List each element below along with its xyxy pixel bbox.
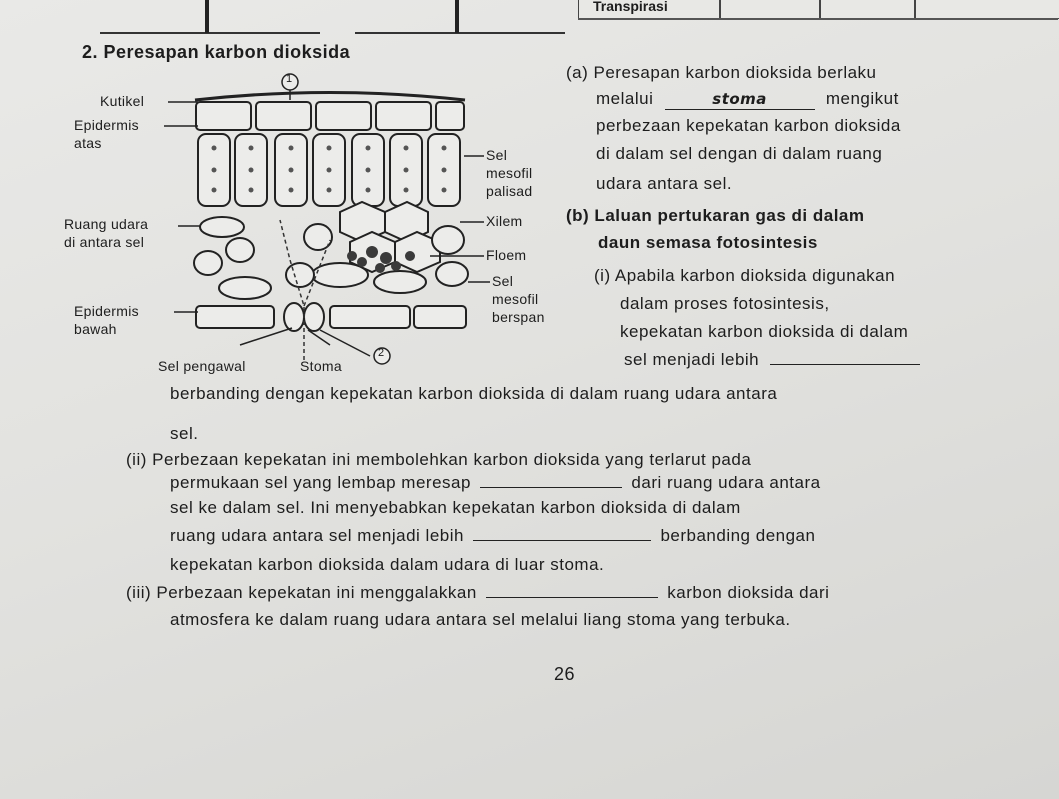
- top-tick-1: [205, 0, 209, 33]
- page-number: 26: [554, 664, 576, 684]
- part-a-line2-post: mengikut: [825, 89, 899, 108]
- header-table: [578, 0, 1059, 19]
- label-ruang-udara-2: di antara sel: [64, 234, 145, 250]
- part-i-line2: dalam proses fotosintesis,: [620, 294, 830, 313]
- label-epidermis-atas-2: atas: [74, 135, 102, 151]
- part-b-line2: daun semasa fotosintesis: [598, 233, 818, 252]
- answer-blank-a[interactable]: [665, 89, 815, 110]
- label-xilem: Xilem: [486, 213, 523, 229]
- leaf-cross-section-diagram: [0, 60, 580, 380]
- part-ii-line2-pre: permukaan sel yang lembap meresap: [170, 473, 471, 492]
- label-epidermis-atas: Epidermis: [74, 117, 139, 133]
- top-rule-left: [100, 32, 320, 34]
- label-sel-berspan-2: mesofil: [492, 291, 539, 307]
- part-a-line1: (a) Peresapan karbon dioksida berlaku: [566, 63, 877, 82]
- part-a-line2: [596, 89, 899, 110]
- marker-2: 2: [378, 347, 385, 359]
- part-iii-line1: [126, 583, 829, 603]
- marker-1: 1: [286, 73, 293, 85]
- part-ii-line4-post: berbanding dengan: [660, 526, 816, 545]
- part-ii-line2-post: dari ruang udara antara: [631, 473, 821, 492]
- section-title: 2. Peresapan karbon dioksida: [82, 42, 351, 62]
- label-sel-pengawal: Sel pengawal: [158, 358, 246, 374]
- part-i-line4: [624, 350, 920, 370]
- part-i-line4-text: sel menjadi lebih: [624, 350, 760, 369]
- label-epidermis-bawah: Epidermis: [74, 303, 139, 319]
- label-sel-palisad-3: palisad: [486, 183, 533, 199]
- label-ruang-udara: Ruang udara: [64, 216, 149, 232]
- part-ii-line4: [170, 526, 815, 546]
- part-b-line1: (b) Laluan pertukaran gas di dalam: [566, 206, 865, 225]
- part-ii-line3: sel ke dalam sel. Ini menyebabkan kepekatan karbon dioksida di dalam: [170, 498, 741, 517]
- part-ii-line4-pre: ruang udara antara sel menjadi lebih: [170, 526, 464, 545]
- part-ii-line5: kepekatan karbon dioksida dalam udara di luar stoma.: [170, 555, 605, 574]
- part-iii-line1-pre: (iii) Perbezaan kepekatan ini menggalakkan: [126, 583, 477, 602]
- part-a-line2-pre: melalui: [596, 89, 654, 108]
- part-i-line3: kepekatan karbon dioksida di dalam: [620, 322, 909, 341]
- label-sel-palisad: Sel: [486, 147, 508, 163]
- top-rule-mid: [355, 32, 565, 34]
- part-i-line5: berbanding dengan kepekatan karbon dioksida di dalam ruang udara antara: [170, 384, 778, 403]
- part-iii-line2: atmosfera ke dalam ruang udara antara sel melalui liang stoma yang terbuka.: [170, 610, 791, 629]
- table-title: Transpirasi: [593, 0, 668, 14]
- answer-blank-ii-2[interactable]: [473, 539, 651, 541]
- part-iii-line1-post: karbon dioksida dari: [667, 583, 830, 602]
- label-stoma: Stoma: [300, 358, 342, 374]
- part-a-line3: perbezaan kepekatan karbon dioksida: [596, 116, 901, 135]
- top-tick-2: [455, 0, 459, 33]
- label-kutikel: Kutikel: [100, 93, 145, 109]
- label-epidermis-bawah-2: bawah: [74, 321, 117, 337]
- label-sel-berspan: Sel: [492, 273, 514, 289]
- label-sel-palisad-2: mesofil: [486, 165, 533, 181]
- answer-blank-iii[interactable]: [486, 596, 658, 598]
- answer-blank-ii-1[interactable]: [480, 486, 622, 488]
- part-a-line5: udara antara sel.: [596, 174, 733, 193]
- answer-blank-i[interactable]: [770, 363, 920, 365]
- part-i-line1: (i) Apabila karbon dioksida digunakan: [594, 266, 896, 285]
- part-a-line4: di dalam sel dengan di dalam ruang: [596, 144, 883, 163]
- part-ii-line1: (ii) Perbezaan kepekatan ini membolehkan karbon dioksida yang terlarut pada: [126, 450, 752, 469]
- part-i-line6: sel.: [170, 424, 199, 443]
- part-ii-line2: [170, 473, 821, 493]
- label-floem: Floem: [486, 247, 527, 263]
- label-sel-berspan-3: berspan: [492, 309, 545, 325]
- handwritten-answer: stoma: [712, 90, 767, 108]
